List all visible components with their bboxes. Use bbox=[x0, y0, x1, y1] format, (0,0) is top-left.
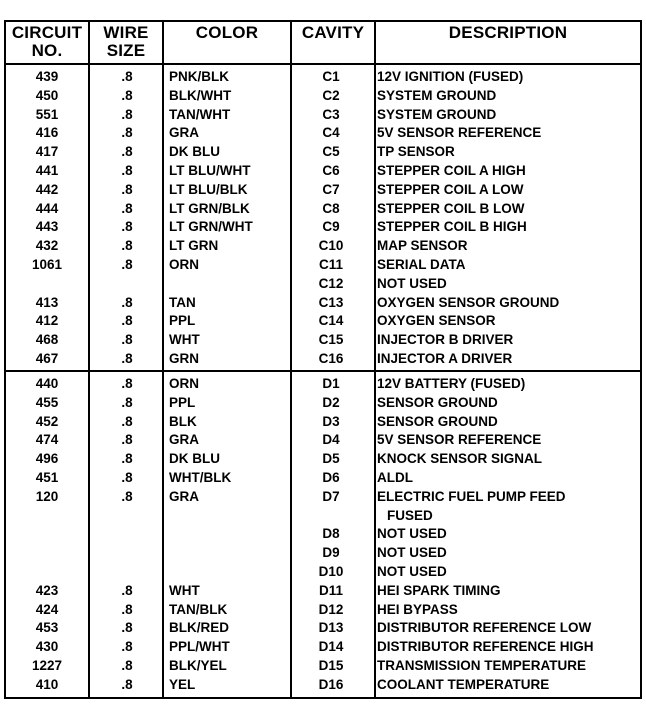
wire-color-cell: LT GRN/WHT bbox=[169, 219, 253, 235]
wire-color-cell: BLK/RED bbox=[169, 620, 229, 636]
circuit-number-cell: 455 bbox=[35, 394, 59, 410]
wire-color-cell: GRA bbox=[169, 488, 199, 504]
table-row bbox=[6, 619, 640, 638]
circuit-number-cell: 430 bbox=[35, 639, 59, 655]
circuit-number-cell: 432 bbox=[35, 238, 59, 254]
cavity-cell: C11 bbox=[318, 256, 344, 272]
wire-color-cell: TAN bbox=[169, 294, 196, 310]
cavity-cell: D16 bbox=[318, 676, 344, 692]
header-description-label: DESCRIPTION bbox=[448, 23, 568, 42]
table-row bbox=[6, 469, 640, 488]
header-divider bbox=[6, 63, 640, 65]
description-cell: COOLANT TEMPERATURE bbox=[377, 676, 550, 692]
wire-color-cell: ORN bbox=[169, 256, 199, 272]
wire-size-cell: .8 bbox=[121, 620, 133, 636]
wire-size-cell: .8 bbox=[121, 451, 133, 467]
wire-size-cell: .8 bbox=[121, 162, 133, 178]
table-row bbox=[6, 68, 640, 87]
cavity-cell: D11 bbox=[318, 582, 344, 598]
table-row bbox=[6, 394, 640, 413]
circuit-number-cell: 440 bbox=[35, 376, 59, 391]
circuit-number-cell: 450 bbox=[35, 87, 59, 103]
header-circuit-line1: CIRCUIT bbox=[11, 23, 83, 42]
description-cell: 5V SENSOR REFERENCE bbox=[377, 125, 542, 141]
description-cell: NOT USED bbox=[377, 526, 447, 542]
wire-color-cell: TAN/WHT bbox=[169, 106, 231, 122]
table-row bbox=[6, 256, 640, 275]
description-cell: SENSOR GROUND bbox=[377, 413, 498, 429]
description-cell: STEPPER COIL B LOW bbox=[377, 200, 525, 216]
wire-size-cell: .8 bbox=[121, 106, 133, 122]
header-wire-size bbox=[90, 22, 162, 63]
header-circuit-no bbox=[6, 22, 88, 63]
table-row bbox=[6, 601, 640, 620]
table-row bbox=[6, 676, 640, 695]
wire-color-cell: DK BLU bbox=[169, 144, 220, 160]
table-row bbox=[6, 275, 640, 294]
cavity-cell: C9 bbox=[322, 219, 340, 235]
wire-color-cell: BLK/WHT bbox=[169, 87, 232, 103]
wire-color-cell: LT BLU/BLK bbox=[169, 181, 248, 197]
cavity-cell: D14 bbox=[318, 639, 344, 655]
wire-color-cell: LT GRN/BLK bbox=[169, 200, 250, 216]
cavity-cell: D1 bbox=[322, 376, 340, 391]
description-cell: KNOCK SENSOR SIGNAL bbox=[377, 451, 543, 467]
wire-size-cell: .8 bbox=[121, 87, 133, 103]
table-row bbox=[6, 507, 640, 526]
description-cell: STEPPER COIL A LOW bbox=[377, 181, 524, 197]
description-cell: INJECTOR B DRIVER bbox=[377, 332, 514, 348]
circuit-number-cell: 468 bbox=[35, 332, 59, 348]
circuit-number-cell: 417 bbox=[35, 144, 59, 160]
circuit-number-cell: 451 bbox=[35, 469, 59, 485]
wire-size-cell: .8 bbox=[121, 432, 133, 448]
description-cell: DISTRIBUTOR REFERENCE LOW bbox=[377, 620, 592, 636]
cavity-cell: C13 bbox=[318, 294, 344, 310]
cavity-cell: C10 bbox=[318, 238, 344, 254]
table-row bbox=[6, 350, 640, 369]
header-cavity-label: CAVITY bbox=[301, 23, 365, 42]
connector-pinout-table bbox=[4, 20, 642, 699]
header-description bbox=[376, 22, 640, 63]
circuit-number-cell: 452 bbox=[35, 413, 59, 429]
cavity-cell: C6 bbox=[322, 162, 340, 178]
circuit-number-cell: 444 bbox=[35, 200, 59, 216]
wire-color-cell: TAN/BLK bbox=[169, 601, 228, 617]
group-divider bbox=[6, 370, 640, 372]
cavity-cell: C3 bbox=[322, 106, 340, 122]
cavity-cell: D5 bbox=[322, 451, 340, 467]
cavity-cell: C16 bbox=[318, 350, 344, 366]
cavity-cell: D8 bbox=[322, 526, 340, 542]
circuit-number-cell: 1227 bbox=[31, 657, 63, 673]
header-color-label: COLOR bbox=[195, 23, 259, 42]
wire-color-cell: GRA bbox=[169, 125, 199, 141]
circuit-number-cell: 442 bbox=[35, 181, 59, 197]
cavity-cell: C14 bbox=[318, 313, 344, 329]
table-row bbox=[6, 525, 640, 544]
description-cell: ALDL bbox=[377, 469, 413, 485]
wire-color-cell: PNK/BLK bbox=[169, 69, 229, 84]
cavity-cell: D10 bbox=[318, 563, 344, 579]
wire-color-cell: DK BLU bbox=[169, 451, 220, 467]
table-row bbox=[6, 143, 640, 162]
wire-size-cell: .8 bbox=[121, 69, 133, 84]
table-row bbox=[6, 106, 640, 125]
wire-size-cell: .8 bbox=[121, 413, 133, 429]
cavity-cell: D6 bbox=[322, 469, 340, 485]
table-row bbox=[6, 375, 640, 394]
circuit-number-cell: 453 bbox=[35, 620, 59, 636]
description-cell: OXYGEN SENSOR GROUND bbox=[377, 294, 560, 310]
table-row bbox=[6, 124, 640, 143]
description-cell: NOT USED bbox=[377, 545, 447, 561]
table-row bbox=[6, 544, 640, 563]
group-c-rows bbox=[6, 68, 640, 369]
wire-size-cell: .8 bbox=[121, 313, 133, 329]
description-cell: OXYGEN SENSOR bbox=[377, 313, 496, 329]
table-row bbox=[6, 657, 640, 676]
table-row bbox=[6, 237, 640, 256]
wire-color-cell: WHT bbox=[169, 332, 200, 348]
table-row bbox=[6, 87, 640, 106]
circuit-number-cell: 413 bbox=[35, 294, 59, 310]
circuit-number-cell: 474 bbox=[35, 432, 59, 448]
wire-size-cell: .8 bbox=[121, 219, 133, 235]
cavity-cell: C8 bbox=[322, 200, 340, 216]
wire-color-cell: LT GRN bbox=[169, 238, 219, 254]
description-cell: INJECTOR A DRIVER bbox=[377, 350, 513, 366]
description-cell: TP SENSOR bbox=[377, 144, 455, 160]
circuit-number-cell: 416 bbox=[35, 125, 59, 141]
wire-size-cell: .8 bbox=[121, 676, 133, 692]
circuit-number-cell: 412 bbox=[35, 313, 59, 329]
cavity-cell: D7 bbox=[322, 488, 340, 504]
wire-size-cell: .8 bbox=[121, 601, 133, 617]
table-row bbox=[6, 218, 640, 237]
description-cell: SENSOR GROUND bbox=[377, 394, 498, 410]
table-row bbox=[6, 431, 640, 450]
wire-size-cell: .8 bbox=[121, 350, 133, 366]
table-row bbox=[6, 582, 640, 601]
table-row bbox=[6, 312, 640, 331]
wire-size-cell: .8 bbox=[121, 144, 133, 160]
wire-size-cell: .8 bbox=[121, 657, 133, 673]
header-wire-line2: SIZE bbox=[106, 41, 146, 60]
circuit-number-cell: 439 bbox=[35, 69, 59, 84]
wire-color-cell: LT BLU/WHT bbox=[169, 162, 251, 178]
description-cell: STEPPER COIL B HIGH bbox=[377, 219, 527, 235]
table-row bbox=[6, 413, 640, 432]
wire-size-cell: .8 bbox=[121, 376, 133, 391]
wire-size-cell: .8 bbox=[121, 238, 133, 254]
description-cell: FUSED bbox=[387, 507, 433, 523]
description-cell: SYSTEM GROUND bbox=[377, 87, 497, 103]
circuit-number-cell: 551 bbox=[35, 106, 59, 122]
wire-size-cell: .8 bbox=[121, 488, 133, 504]
cavity-cell: D9 bbox=[322, 545, 340, 561]
wire-color-cell: GRA bbox=[169, 432, 199, 448]
circuit-number-cell: 443 bbox=[35, 219, 59, 235]
description-cell: 12V BATTERY (FUSED) bbox=[377, 376, 526, 391]
table-row bbox=[6, 331, 640, 350]
circuit-number-cell: 441 bbox=[35, 162, 59, 178]
wire-color-cell: WHT/BLK bbox=[169, 469, 232, 485]
header-circuit-line2: NO. bbox=[31, 41, 63, 60]
table-row bbox=[6, 294, 640, 313]
wire-color-cell: BLK/YEL bbox=[169, 657, 227, 673]
cavity-cell: C4 bbox=[322, 125, 340, 141]
wire-color-cell: ORN bbox=[169, 376, 199, 391]
wire-color-cell: PPL/WHT bbox=[169, 639, 230, 655]
wire-color-cell: BLK bbox=[169, 413, 197, 429]
cavity-cell: C15 bbox=[318, 332, 344, 348]
circuit-number-cell: 424 bbox=[35, 601, 59, 617]
circuit-number-cell: 496 bbox=[35, 451, 59, 467]
group-d-rows bbox=[6, 375, 640, 695]
table-row bbox=[6, 181, 640, 200]
description-cell: DISTRIBUTOR REFERENCE HIGH bbox=[377, 639, 594, 655]
wire-size-cell: .8 bbox=[121, 294, 133, 310]
wire-color-cell: GRN bbox=[169, 350, 199, 366]
description-cell: 12V IGNITION (FUSED) bbox=[377, 69, 524, 84]
description-cell: STEPPER COIL A HIGH bbox=[377, 162, 526, 178]
wire-size-cell: .8 bbox=[121, 332, 133, 348]
cavity-cell: D4 bbox=[322, 432, 340, 448]
cavity-cell: D13 bbox=[318, 620, 344, 636]
description-cell: NOT USED bbox=[377, 275, 447, 291]
description-cell: HEI SPARK TIMING bbox=[377, 582, 501, 598]
wire-size-cell: .8 bbox=[121, 469, 133, 485]
cavity-cell: C1 bbox=[322, 69, 340, 84]
description-cell: SYSTEM GROUND bbox=[377, 106, 497, 122]
description-cell: 5V SENSOR REFERENCE bbox=[377, 432, 542, 448]
cavity-cell: D3 bbox=[322, 413, 340, 429]
header-color bbox=[164, 22, 290, 63]
wire-color-cell: PPL bbox=[169, 313, 196, 329]
wire-size-cell: .8 bbox=[121, 200, 133, 216]
description-cell: SERIAL DATA bbox=[377, 256, 466, 272]
wire-color-cell: PPL bbox=[169, 394, 196, 410]
description-cell: TRANSMISSION TEMPERATURE bbox=[377, 657, 587, 673]
header-cavity bbox=[292, 22, 374, 63]
circuit-number-cell: 423 bbox=[35, 582, 59, 598]
wire-color-cell: YEL bbox=[169, 676, 196, 692]
table-row bbox=[6, 488, 640, 507]
wire-size-cell: .8 bbox=[121, 256, 133, 272]
cavity-cell: C5 bbox=[322, 144, 340, 160]
description-cell: MAP SENSOR bbox=[377, 238, 468, 254]
wire-size-cell: .8 bbox=[121, 125, 133, 141]
wire-size-cell: .8 bbox=[121, 582, 133, 598]
table-row bbox=[6, 638, 640, 657]
table-row bbox=[6, 563, 640, 582]
cavity-cell: C12 bbox=[318, 275, 344, 291]
circuit-number-cell: 467 bbox=[35, 350, 59, 366]
circuit-number-cell: 1061 bbox=[31, 256, 63, 272]
wire-size-cell: .8 bbox=[121, 639, 133, 655]
description-cell: NOT USED bbox=[377, 563, 447, 579]
circuit-number-cell: 410 bbox=[35, 676, 59, 692]
wire-color-cell: WHT bbox=[169, 582, 200, 598]
table-row bbox=[6, 200, 640, 219]
description-cell: HEI BYPASS bbox=[377, 601, 458, 617]
cavity-cell: C2 bbox=[322, 87, 340, 103]
table-row bbox=[6, 450, 640, 469]
cavity-cell: D2 bbox=[322, 394, 340, 410]
circuit-number-cell: 120 bbox=[35, 488, 59, 504]
header-wire-line1: WIRE bbox=[103, 23, 149, 42]
wire-size-cell: .8 bbox=[121, 394, 133, 410]
cavity-cell: D12 bbox=[318, 601, 344, 617]
wire-size-cell: .8 bbox=[121, 181, 133, 197]
cavity-cell: C7 bbox=[322, 181, 340, 197]
table-row bbox=[6, 162, 640, 181]
description-cell: ELECTRIC FUEL PUMP FEED bbox=[377, 488, 566, 504]
cavity-cell: D15 bbox=[318, 657, 344, 673]
